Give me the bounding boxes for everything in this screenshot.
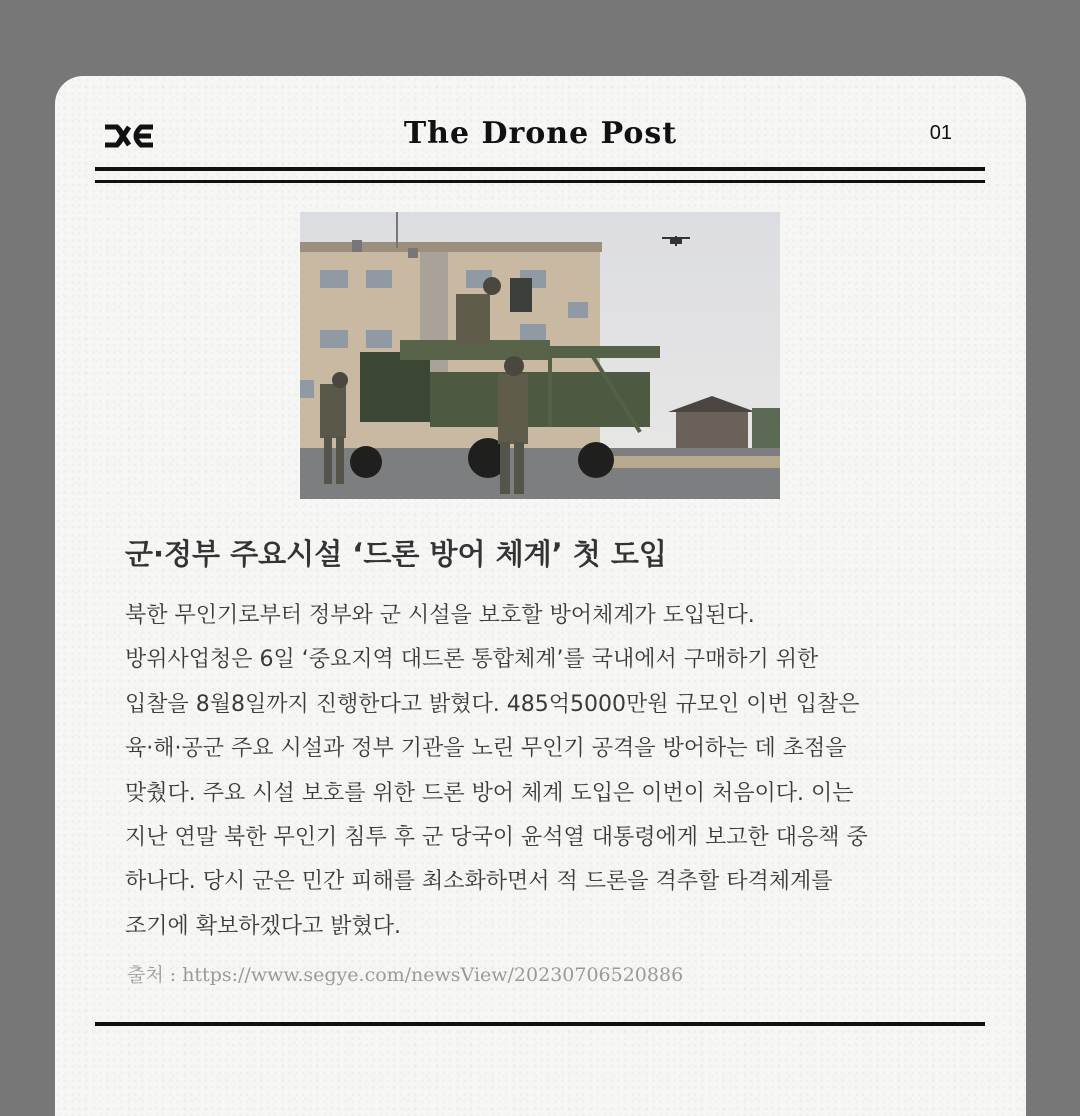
body-line: 조기에 확보하겠다고 밝혔다. — [125, 913, 402, 939]
top-rule — [95, 167, 985, 171]
body-line: 북한 무인기로부터 정부와 군 시설을 보호할 방어체계가 도입된다. — [125, 603, 755, 628]
body-line: 방위사업청은 6일 ‘중요지역 대드론 통합체계’를 국내에서 구매하기 위한 — [125, 647, 819, 673]
article-headline: 군·정부 주요시설 ‘드론 방어 체계’ 첫 도입 — [125, 537, 667, 571]
body-line: 지난 연말 북한 무인기 침투 후 군 당국이 윤석열 대통령에게 보고한 대응책 중 — [125, 825, 868, 851]
bottom-rule — [95, 1022, 985, 1026]
body-line: 맞췄다. 주요 시설 보호를 위한 드론 방어 체계 도입은 이번이 처음이다. 이는 — [125, 780, 854, 806]
top-rule-thin — [95, 180, 985, 183]
article-photo — [300, 212, 780, 499]
page-number: 01 — [929, 122, 952, 144]
news-card — [55, 76, 1026, 1116]
body-line: 육·해·공군 주요 시설과 정부 기관을 노린 무인기 공격을 방어하는 데 초점을 — [125, 736, 847, 762]
body-line: 입찰을 8월8일까지 진행한다고 밝혔다. 485억5000만원 규모인 이번 입찰은 — [125, 691, 860, 717]
body-line: 하나다. 당시 군은 민간 피해를 최소화하면서 적 드론을 격추할 타격체계를 — [125, 869, 833, 895]
source-citation[interactable]: 출처 : https://www.segye.com/newsView/20230706520886 — [127, 964, 684, 986]
masthead-title: The Drone Post — [403, 116, 678, 151]
article-body — [125, 594, 965, 949]
